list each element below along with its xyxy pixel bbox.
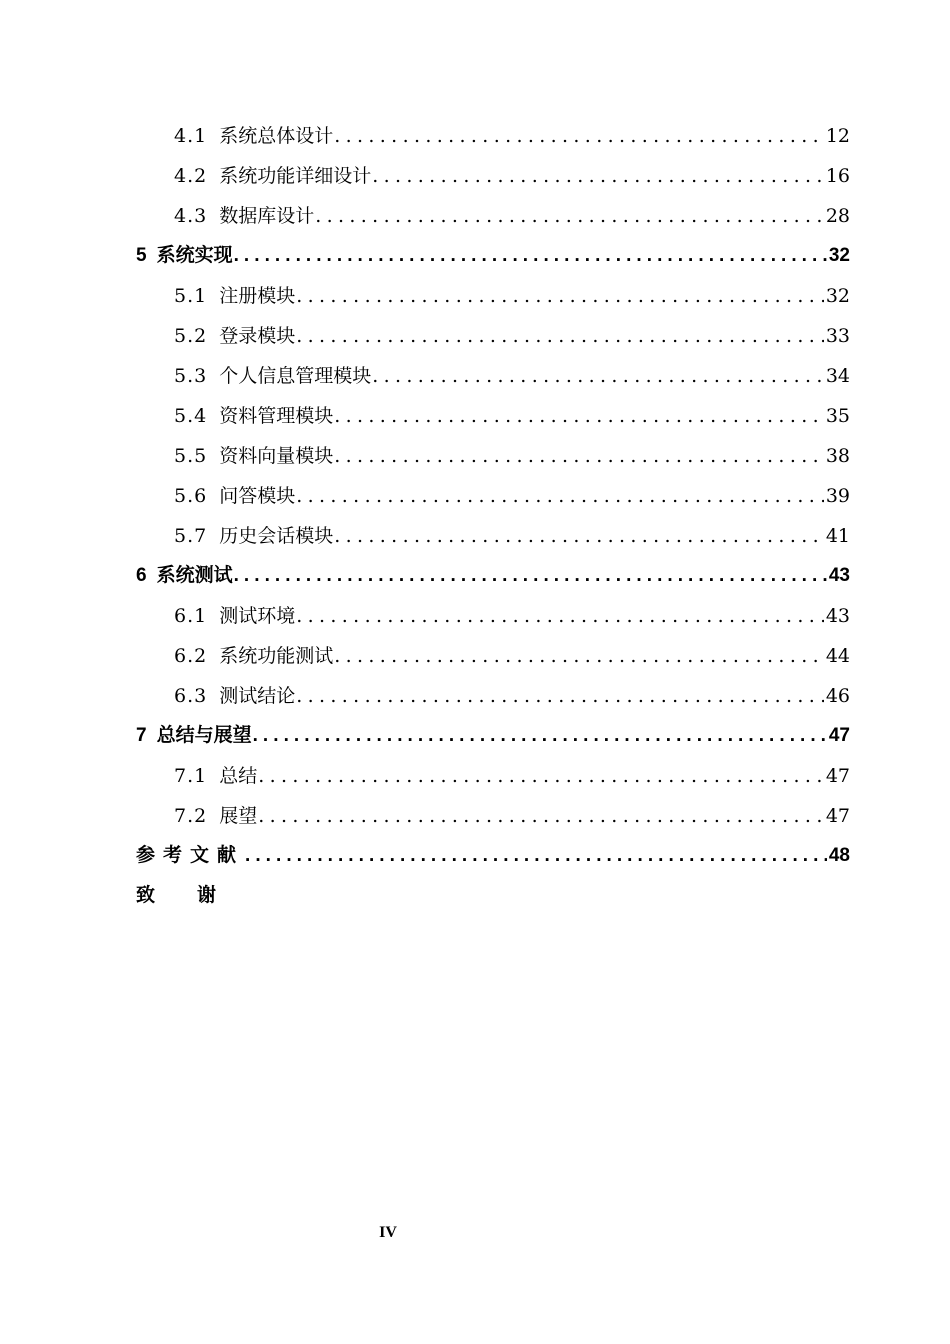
toc-entry-7-2[interactable] [136,796,850,836]
toc-chapter-title: 系统测试 [156,565,233,586]
toc-entry-page: 38 [825,445,850,467]
toc-entry-page: 35 [825,405,850,427]
toc-entry-page: 47 [825,765,850,787]
toc-entry-title: 资料管理模块 [219,405,334,427]
toc-entry-title: 资料向量模块 [219,445,334,467]
toc-entry-title: 数据库设计 [219,205,315,227]
page-number: IV [379,1224,397,1241]
toc-entry-title: 系统功能详细设计 [219,165,372,187]
dot-leader [296,276,824,316]
dot-leader [315,196,824,236]
dot-leader [296,476,824,516]
toc-chapter-page: 47 [828,725,850,746]
dot-leader [234,236,827,276]
dot-leader [372,356,824,396]
dot-leader [334,436,824,476]
toc-entry-6-1[interactable] [136,596,850,636]
toc-entry-page: 32 [825,285,850,307]
toc-entry-number: 5.7 [174,525,208,547]
toc-entry-title: 个人信息管理模块 [219,365,372,387]
toc-chapter-title [136,876,216,916]
toc-entry-number: 5.6 [174,485,208,507]
toc-references[interactable] [136,836,850,876]
toc-entry-5-7[interactable] [136,516,850,556]
toc-entry-page: 44 [825,645,850,667]
toc-acknowledgements[interactable] [136,876,850,916]
toc-entry-page: 33 [825,325,850,347]
toc-entry-5-2[interactable] [136,316,850,356]
toc-entry-5-3[interactable] [136,356,850,396]
toc-entry-4-1[interactable] [136,116,850,156]
toc-entry-6-3[interactable] [136,676,850,716]
toc-chapter-5[interactable] [136,236,850,276]
toc-chapter-page: 48 [828,845,850,866]
toc-title-part: 致 [136,885,156,906]
toc-entry-number: 6.3 [174,685,208,707]
table-of-contents [136,116,850,916]
dot-leader [296,316,824,356]
toc-entry-4-3[interactable] [136,196,850,236]
toc-chapter-number: 6 [136,565,147,586]
toc-entry-title: 测试环境 [219,605,296,627]
dot-leader [334,116,824,156]
dot-leader [245,836,827,876]
toc-entry-title: 登录模块 [219,325,296,347]
toc-entry-title: 注册模块 [219,285,296,307]
toc-chapter-title: 系统实现 [156,245,233,266]
toc-chapter-title: 总结与展望 [156,725,252,746]
toc-entry-title: 系统功能测试 [219,645,334,667]
toc-chapter-6[interactable] [136,556,850,596]
dot-leader [334,636,824,676]
toc-entry-number: 5.5 [174,445,208,467]
toc-entry-6-2[interactable] [136,636,850,676]
toc-entry-5-4[interactable] [136,396,850,436]
toc-entry-5-1[interactable] [136,276,850,316]
toc-entry-page: 39 [825,485,850,507]
toc-entry-page: 16 [825,165,850,187]
toc-entry-number: 7.1 [174,765,208,787]
dot-leader [258,796,824,836]
toc-chapter-7[interactable] [136,716,850,756]
toc-entry-page: 28 [825,205,850,227]
toc-entry-title: 问答模块 [219,485,296,507]
toc-entry-5-6[interactable] [136,476,850,516]
toc-entry-number: 4.2 [174,165,208,187]
dot-leader [296,596,824,636]
toc-chapter-number: 5 [136,245,147,266]
toc-entry-number: 5.4 [174,405,208,427]
toc-entry-number: 7.2 [174,805,208,827]
toc-entry-page: 46 [825,685,850,707]
toc-entry-number: 4.1 [174,125,208,147]
toc-title-part: 谢 [197,885,217,906]
toc-entry-number: 5.1 [174,285,208,307]
dot-leader [372,156,824,196]
dot-leader [296,676,824,716]
toc-entry-title: 展望 [219,805,258,827]
toc-entry-page: 43 [825,605,850,627]
dot-leader [253,716,827,756]
dot-leader [258,756,824,796]
toc-entry-number: 6.1 [174,605,208,627]
toc-entry-title: 测试结论 [219,685,296,707]
dot-leader [334,516,824,556]
toc-entry-title: 系统总体设计 [219,125,334,147]
toc-chapter-title: 参考文献 [136,845,245,866]
toc-entry-4-2[interactable] [136,156,850,196]
toc-entry-7-1[interactable] [136,756,850,796]
toc-entry-page: 47 [825,805,850,827]
toc-chapter-number: 7 [136,725,147,746]
dot-leader [334,396,824,436]
toc-chapter-page: 43 [828,565,850,586]
toc-entry-number: 5.3 [174,365,208,387]
dot-leader [234,556,827,596]
toc-entry-number: 6.2 [174,645,208,667]
toc-entry-title: 历史会话模块 [219,525,334,547]
toc-entry-title: 总结 [219,765,258,787]
toc-chapter-page: 32 [828,245,850,266]
toc-entry-page: 41 [825,525,850,547]
toc-entry-page: 12 [825,125,850,147]
toc-entry-number: 4.3 [174,205,208,227]
toc-entry-number: 5.2 [174,325,208,347]
toc-entry-5-5[interactable] [136,436,850,476]
toc-entry-page: 34 [825,365,850,387]
